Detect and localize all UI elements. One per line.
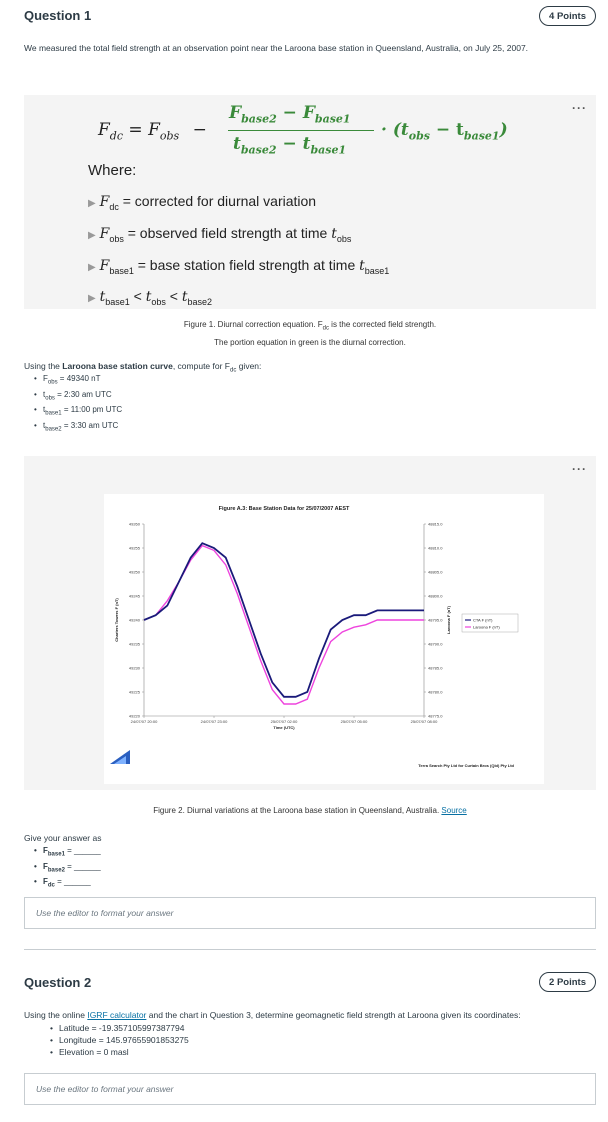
- coordinate-longitude: • Longitude = 145.97655901853275: [50, 1034, 189, 1046]
- question-2-prompt: Using the online IGRF calculator and the chart in Question 3, determine geomagnetic field strength at Laroona given its coordinates:: [24, 1010, 521, 1020]
- left-tick-label: 49260: [128, 521, 140, 527]
- coordinate-elevation: • Elevation = 0 masl: [50, 1046, 189, 1058]
- more-horizontal-icon[interactable]: ···: [572, 462, 587, 476]
- right-tick-label: 48805.0: [428, 569, 443, 575]
- x-tick-label: 25/07/07 08:00: [410, 719, 438, 724]
- chart-title: Figure A.3: Base Station Data for 25/07/2007 AEST: [218, 506, 350, 512]
- legend-label-cta: CTA F (nT): [473, 617, 493, 623]
- left-tick-label: 49230: [128, 665, 140, 671]
- question-divider: [24, 949, 596, 950]
- definition-fdc: ▶ $F_{dc}$ = corrected for diurnal variation: [88, 193, 317, 212]
- equation-lhs: $F_{dc} = F_{obs}$ −: [98, 120, 207, 143]
- question-1-answer-editor[interactable]: Use the editor to format your answer: [24, 897, 596, 929]
- definition-fbase1: ▶ $F_{base1}$ = base station field strength at time $t_{base1}$: [88, 256, 390, 276]
- x-tick-label: 24/07/07 23:00: [200, 719, 228, 724]
- left-tick-label: 49225: [128, 689, 140, 695]
- coordinates-list: [50, 1022, 189, 1058]
- left-tick-label: 49235: [128, 641, 140, 647]
- left-tick-label: 49250: [128, 569, 140, 575]
- given-values-list: [34, 373, 122, 435]
- given-tbase2: • $t_{base2}$ = 3:30 am UTC: [34, 420, 122, 436]
- right-tick-label: 48815.0: [428, 521, 443, 527]
- answer-format-lead: Give your answer as: [24, 833, 102, 843]
- x-tick-label: 25/07/07 02:00: [270, 719, 298, 724]
- y-right-axis-label: Laroona F (nT): [446, 606, 451, 634]
- left-tick-label: 49240: [128, 617, 140, 623]
- right-tick-label: 48790.0: [428, 641, 443, 647]
- equation-fraction-bar: [228, 130, 374, 131]
- left-tick-label: 49255: [128, 545, 140, 551]
- where-label: Where:: [88, 162, 137, 179]
- right-tick-label: 48800.0: [428, 593, 443, 599]
- question-1-intro: We measured the total field strength at an observation point near the Laroona base station in Queensland, Australia, on July 25, 2007.: [24, 43, 529, 53]
- left-tick-label: 49245: [128, 593, 140, 599]
- definitions-list: [88, 188, 389, 315]
- compute-instructions: Using the Laroona base station curve, compute for $F_{dc}$ given:: [24, 361, 262, 374]
- coordinate-latitude: • Latitude = -19.357105997387794: [50, 1022, 189, 1034]
- figure-1-caption: Figure 1. Diurnal correction equation. $F_{dc}$ is the corrected field strength. The portion equation in green is the diurnal correction.: [183, 320, 437, 347]
- x-axis-label: Time (UTC): [273, 725, 295, 730]
- right-tick-label: 48780.0: [428, 689, 443, 695]
- source-link[interactable]: Source: [441, 806, 467, 815]
- answer-format-list: [34, 845, 101, 892]
- question-2-answer-editor[interactable]: Use the editor to format your answer: [24, 1073, 596, 1105]
- legend-label-laroona: Laroona F (nT): [473, 624, 500, 630]
- answer-format-fbase2: • $F_{base2}$ = ______: [34, 861, 101, 877]
- answer-format-fdc: • $F_{dc}$ = ______: [34, 876, 101, 892]
- left-tick-label: 49220: [128, 713, 140, 719]
- equation-denominator: $t_{base2} - t_{base1}$: [233, 134, 347, 157]
- given-fobs: • $F_{obs} = 49340$ nT: [34, 373, 122, 389]
- right-tick-label: 48795.0: [428, 617, 443, 623]
- figure-2-caption: Figure 2. Diurnal variations at the Laroona base station in Queensland, Australia. Source: [153, 806, 467, 815]
- x-tick-label: 25/07/07 05:00: [340, 719, 368, 724]
- x-tick-label: 24/07/07 20:00: [130, 719, 158, 724]
- question-1-title: Question 1: [24, 8, 92, 23]
- right-tick-label: 48785.0: [428, 665, 443, 671]
- chart-credit: Terra Search Pty Ltd for Curtain Bros (Qld) Pty Ltd: [418, 763, 514, 768]
- answer-format-fbase1: • $F_{base1}$ = ______: [34, 845, 101, 861]
- equation-numerator: $F_{base2} - F_{base1}$: [229, 103, 351, 126]
- igrf-calculator-link[interactable]: IGRF calculator: [87, 1010, 147, 1020]
- more-horizontal-icon[interactable]: ···: [572, 101, 587, 115]
- question-1-points-badge: 4 Points: [539, 6, 596, 26]
- given-tbase1: • $t_{base1}$ = 11:00 pm UTC: [34, 404, 122, 420]
- definition-fobs: ▶ $F_{obs}$ = observed field strength at time $t_{obs}$: [88, 224, 352, 244]
- given-tobs: • $t_{obs}$ = 2:30 am UTC: [34, 389, 122, 405]
- right-tick-label: 48810.0: [428, 545, 443, 551]
- diurnal-variation-chart: [104, 494, 544, 784]
- series-line-laroona: [144, 546, 424, 704]
- y-left-axis-label: Charters Towers F (nT): [114, 598, 119, 642]
- definition-time-order: ▶ $t_{base1} < t_{obs} < t_{base2}$: [88, 288, 213, 308]
- question-2-points-badge: 2 Points: [539, 972, 596, 992]
- right-tick-label: 48775.0: [428, 713, 443, 719]
- equation-tail: · $(t_{obs} - t_{base1})$: [381, 120, 508, 143]
- question-2-title: Question 2: [24, 975, 92, 990]
